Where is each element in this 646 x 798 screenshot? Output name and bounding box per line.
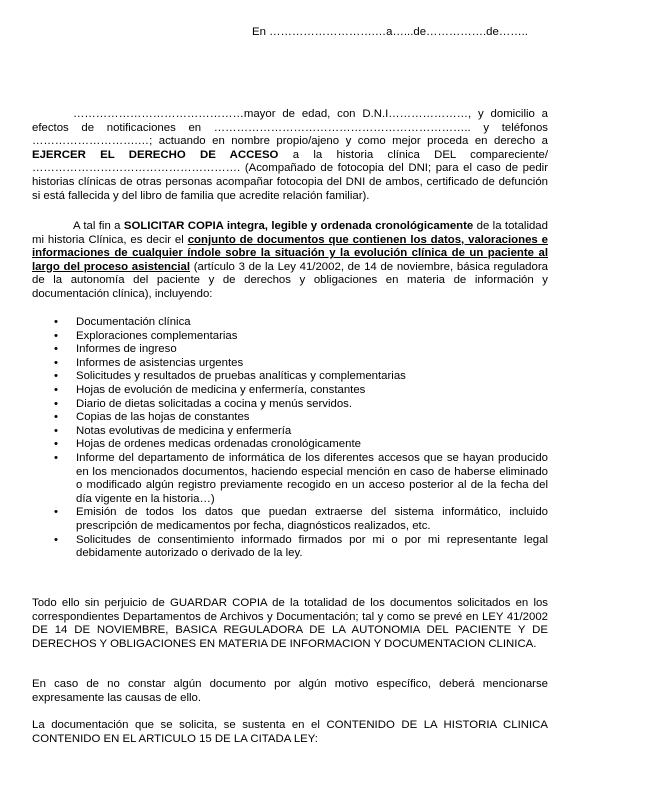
bullet: • — [54, 356, 58, 369]
request-text-2: de la totalidad mi historia Clínica, es decir el — [32, 220, 548, 246]
missing-documents-paragraph: En caso de no constar algún documento por algún motivo específico, deberá mencionarse expresamente las causas de ello. — [32, 678, 548, 704]
list-item — [32, 370, 548, 384]
list-item-text: Hojas de evolución de medicina y enfermería, constantes — [76, 383, 366, 396]
bullet: • — [54, 451, 58, 464]
access-right-heading: EJERCER EL DERECHO DE ACCESO — [32, 148, 279, 161]
list-item-text: Solicitudes de consentimiento informado firmados por mi o por mi representante legal debidamente autorizado o derivado de la ley. — [76, 533, 548, 560]
list-item-text: Notas evolutivas de medicina y enfermería — [76, 424, 292, 437]
list-item — [32, 438, 548, 452]
list-item-text: Exploraciones complementarias — [76, 329, 238, 342]
documents-list — [32, 316, 548, 561]
keep-copy-paragraph: Todo ello sin perjuicio de GUARDAR COPIA de la totalidad de los documentos solicitados en los correspondientes Departamentos de Archivos y Documentación; tal y como se prevé en LEY 41/2002 DE 14 DE NOVIEMBRE, BASICA REGULADORA DE LA AUTONOMIA DEL PACIENTE Y DE DERECHOS Y OBLIGACIONES EN MATERIA DE INFORMACION Y DOCUMENTACION CLINICA. — [32, 597, 548, 650]
bullet: • — [54, 506, 58, 519]
bullet: • — [54, 424, 58, 437]
place-date-line: En ……………………….…a…...de…………….de…….. — [252, 26, 528, 38]
legal-basis-paragraph: La documentación que se solicita, se sustenta en el CONTENIDO DE LA HISTORIA CLINICA CONTENIDO EN EL ARTICULO 15 DE LA CITADA LEY: — [32, 719, 548, 745]
bullet: • — [54, 383, 58, 396]
request-paragraph — [32, 220, 548, 302]
list-item-text: Hojas de ordenes medicas ordenadas cronológicamente — [76, 438, 361, 451]
list-item — [32, 384, 548, 398]
clinical-history-definition: conjunto de documentos que contienen los datos, valoraciones e informaciones de cualquier índole sobre la situación y la evolución clínica de un paciente al largo del proceso asistencial — [32, 233, 549, 273]
list-item-text: Informes de ingreso — [76, 343, 177, 356]
list-item-text: Diario de dietas solicitadas a cocina y menús servidos. — [76, 397, 353, 410]
list-item-text: Informe del departamento de informática de los diferentes accesos que se hayan producido en los mencionados documentos, haciendo especial mención en caso de haberse eliminado o modificado algún registro previamente recogido en un acceso posterior al de la fecha del día vigente en la historia…) — [76, 451, 548, 505]
list-item — [32, 534, 548, 561]
bullet: • — [54, 397, 58, 410]
list-item — [32, 343, 548, 357]
applicant-paragraph — [32, 108, 548, 203]
request-text-3: (artículo 3 de la Ley 41/2002, de 14 de noviembre, básica reguladora de la autonomía del paciente y de derechos y obligaciones en materia de información y documentación clínica), incluyendo: — [32, 260, 548, 300]
applicant-text-1: ………………………………………mayor de edad, con D.N.I…………………, y domicilio a efectos de notificaciones en ………………………………………………………….. y teléfonos ……………………….…; actuando en nombre propio/ajeno y como mejor proceda en derecho a — [32, 108, 548, 148]
list-item-text: Emisión de todos los datos que puedan extraerse del sistema informático, incluido prescripción de medicamentos por fecha, diagnósticos realizados, etc. — [76, 506, 548, 532]
list-item — [32, 506, 548, 533]
bullet: • — [54, 411, 58, 424]
request-copy-heading: SOLICITAR COPIA integra, legible y ordenada cronológicamente — [123, 220, 474, 232]
applicant-text-2: a la historia clínica DEL compareciente/ ………………………………………………. (Acompañado de fotocopia del DNI; para el caso de pedir historias clínicas de otras personas acompañar fotocopia del DNI de ambos, certificado de defunción si está fallecida y del libro de familia que acredite relación familiar). — [32, 148, 548, 202]
list-item-text: Solicitudes y resultados de pruebas analíticas y complementarias — [76, 370, 406, 383]
bullet: • — [54, 370, 58, 383]
list-item — [32, 316, 548, 330]
list-item-text: Documentación clínica — [76, 316, 191, 328]
list-item — [32, 452, 548, 506]
bullet: • — [54, 343, 58, 356]
bullet: • — [54, 329, 58, 342]
list-item — [32, 411, 548, 425]
bullet: • — [54, 316, 58, 328]
list-item — [32, 425, 548, 439]
bullet: • — [54, 533, 58, 546]
list-item — [32, 398, 548, 412]
list-item — [32, 330, 548, 344]
list-item — [32, 357, 548, 371]
bullet: • — [54, 438, 58, 451]
list-item-text: Copias de las hojas de constantes — [76, 411, 250, 424]
list-item-text: Informes de asistencias urgentes — [76, 356, 244, 369]
request-text-1: A tal fin a — [73, 220, 124, 232]
